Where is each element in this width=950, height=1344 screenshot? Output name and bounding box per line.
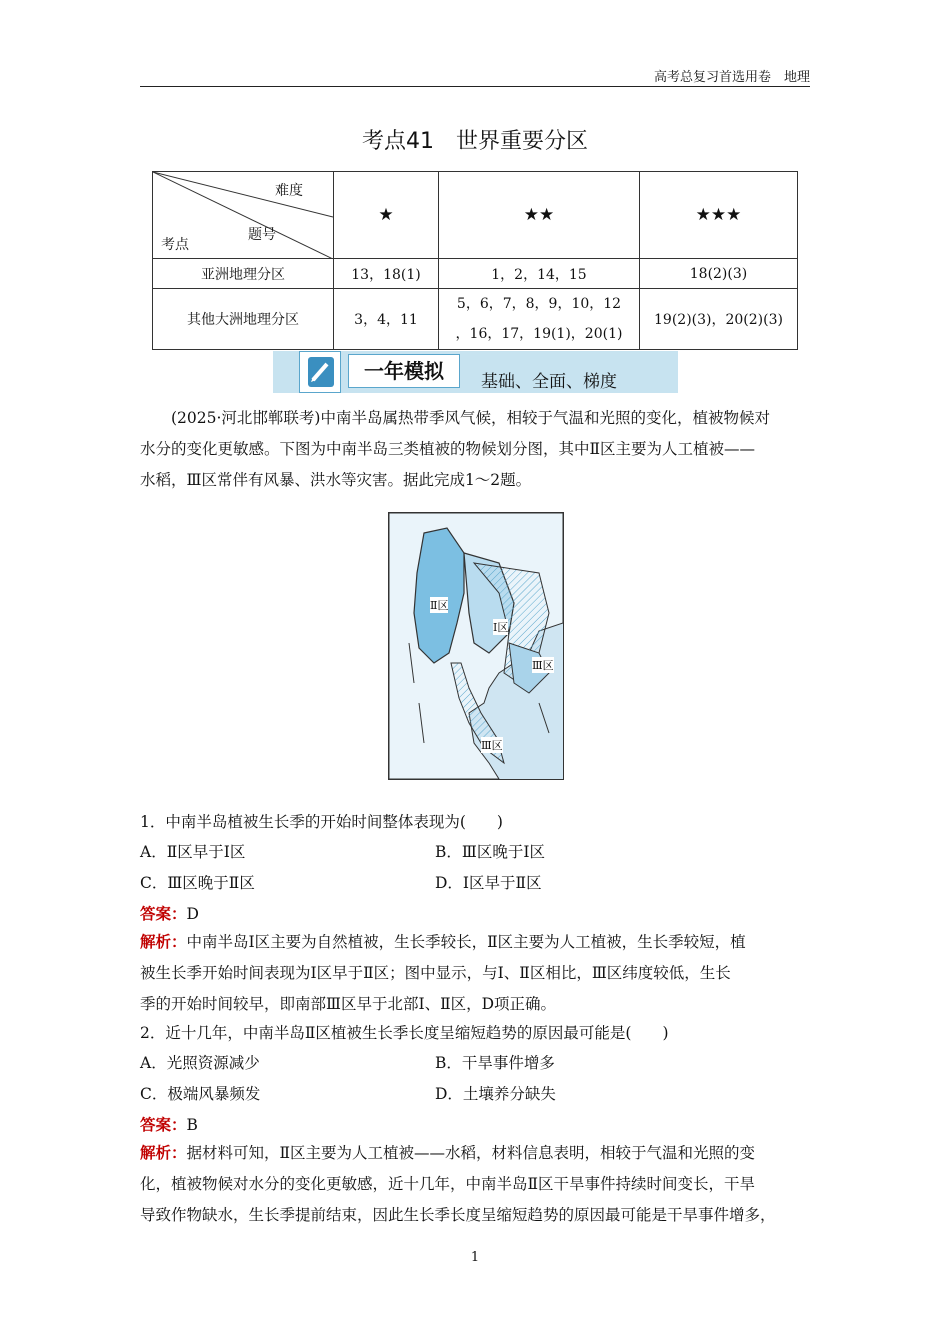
cell-line: ，16，17，19(1)，20(1) [455,326,623,342]
row-cell: 19(2)(3)，20(2)(3) [640,289,798,350]
difficulty-1-star: ★ [334,172,439,259]
topic-table [152,171,798,350]
explanation-line: 中南半岛Ⅰ区主要为自然植被，生长季较长，Ⅱ区主要为人工植被，生长季较短，植 [186,933,746,951]
zone-2-label: Ⅱ区 [430,599,449,612]
explanation-label: 解析： [140,1143,187,1162]
q1-option-a[interactable]: A．Ⅱ区早于Ⅰ区 [140,843,246,861]
q2-explanation [140,1137,812,1231]
explanation-line: 导致作物缺水，生长季提前结束，因此生长季长度呈缩短趋势的原因最可能是干旱事件增多， [140,1206,776,1224]
explanation-line: 化，植被物候对水分的变化更敏感，近十几年，中南半岛Ⅱ区干旱事件持续时间变长，干旱 [140,1175,756,1193]
row-cell: 3，4，11 [334,289,439,350]
answer-label: 答案： [140,1115,187,1134]
row-cell [439,289,640,350]
row-cell: 1，2，14，15 [439,259,640,289]
intro-line: 水分的变化更敏感。下图为中南半岛三类植被的物候划分图，其中Ⅱ区主要为人工植被—— [140,440,756,458]
banner-label: 一年模拟 [348,354,460,388]
question-2-stem: 2．近十几年，中南半岛Ⅱ区植被生长季长度呈缩短趋势的原因最可能是( ) [140,1024,669,1042]
intro-paragraph [140,403,812,496]
row-cell: 18(2)(3) [640,259,798,289]
q1-explanation [140,926,812,1020]
row-topic: 其他大洲地理分区 [153,289,334,350]
difficulty-2-star: ★★ [439,172,640,259]
explanation-line: 被生长季开始时间表现为Ⅰ区早于Ⅱ区；图中显示，与Ⅰ、Ⅱ区相比，Ⅲ区纬度较低，生长 [140,964,731,982]
zone-3-label-south: Ⅲ区 [481,739,503,752]
q2-option-c[interactable]: C．极端风暴频发 [140,1085,261,1103]
difficulty-label: 难度 [275,183,303,199]
page-header [140,62,810,87]
explanation-label: 解析： [140,932,187,951]
q2-option-a[interactable]: A．光照资源减少 [140,1054,260,1072]
q1-option-b[interactable]: B．Ⅲ区晚于Ⅰ区 [435,843,545,861]
q1-option-c[interactable]: C．Ⅲ区晚于Ⅱ区 [140,874,255,892]
banner-subtitle: 基础、全面、梯度 [481,372,617,392]
intro-line: (2025·河北邯郸联考)中南半岛属热带季风气候，相较于气温和光照的变化，植被物候对 [171,409,770,427]
indochina-phenology-map [388,512,564,780]
explanation-line: 季的开始时间较早，即南部Ⅲ区早于北部Ⅰ、Ⅱ区，D项正确。 [140,995,557,1013]
zone-3-label: Ⅲ区 [532,659,554,672]
q1-answer [140,902,199,924]
pencil-icon [299,351,341,393]
intro-line: 水稻，Ⅲ区常伴有风暴、洪水等灾害。据此完成1～2题。 [140,471,532,489]
table-row [153,259,798,289]
answer-value: B [186,1116,198,1134]
q2-answer [140,1113,198,1135]
zone-1-label: Ⅰ区 [493,621,509,634]
answer-value: D [186,905,199,923]
q1-option-d[interactable]: D．Ⅰ区早于Ⅱ区 [435,874,542,892]
question-1-stem: 1．中南半岛植被生长季的开始时间整体表现为( ) [140,813,503,831]
question-no-label: 题号 [248,227,276,243]
table-row [153,289,798,350]
section-banner [273,351,678,393]
difficulty-3-star: ★★★ [640,172,798,259]
q2-option-b[interactable]: B．干旱事件增多 [435,1054,555,1072]
row-topic: 亚洲地理分区 [153,259,334,289]
header-text: 高考总复习首选用卷 地理 [653,70,810,85]
diagonal-header-cell [153,172,334,259]
map-drawing [389,513,563,779]
row-cell: 13，18(1) [334,259,439,289]
explanation-line: 据材料可知，Ⅱ区主要为人工植被——水稻，材料信息表明，相较于气温和光照的变 [186,1144,756,1162]
page-number: 1 [470,1250,480,1265]
topic-label: 考点 [161,237,189,253]
q2-option-d[interactable]: D．土壤养分缺失 [435,1085,556,1103]
answer-label: 答案： [140,904,187,923]
page-title: 考点41 世界重要分区 [362,129,588,154]
cell-line: 5，6，7，8，9，10，12 [456,296,622,312]
